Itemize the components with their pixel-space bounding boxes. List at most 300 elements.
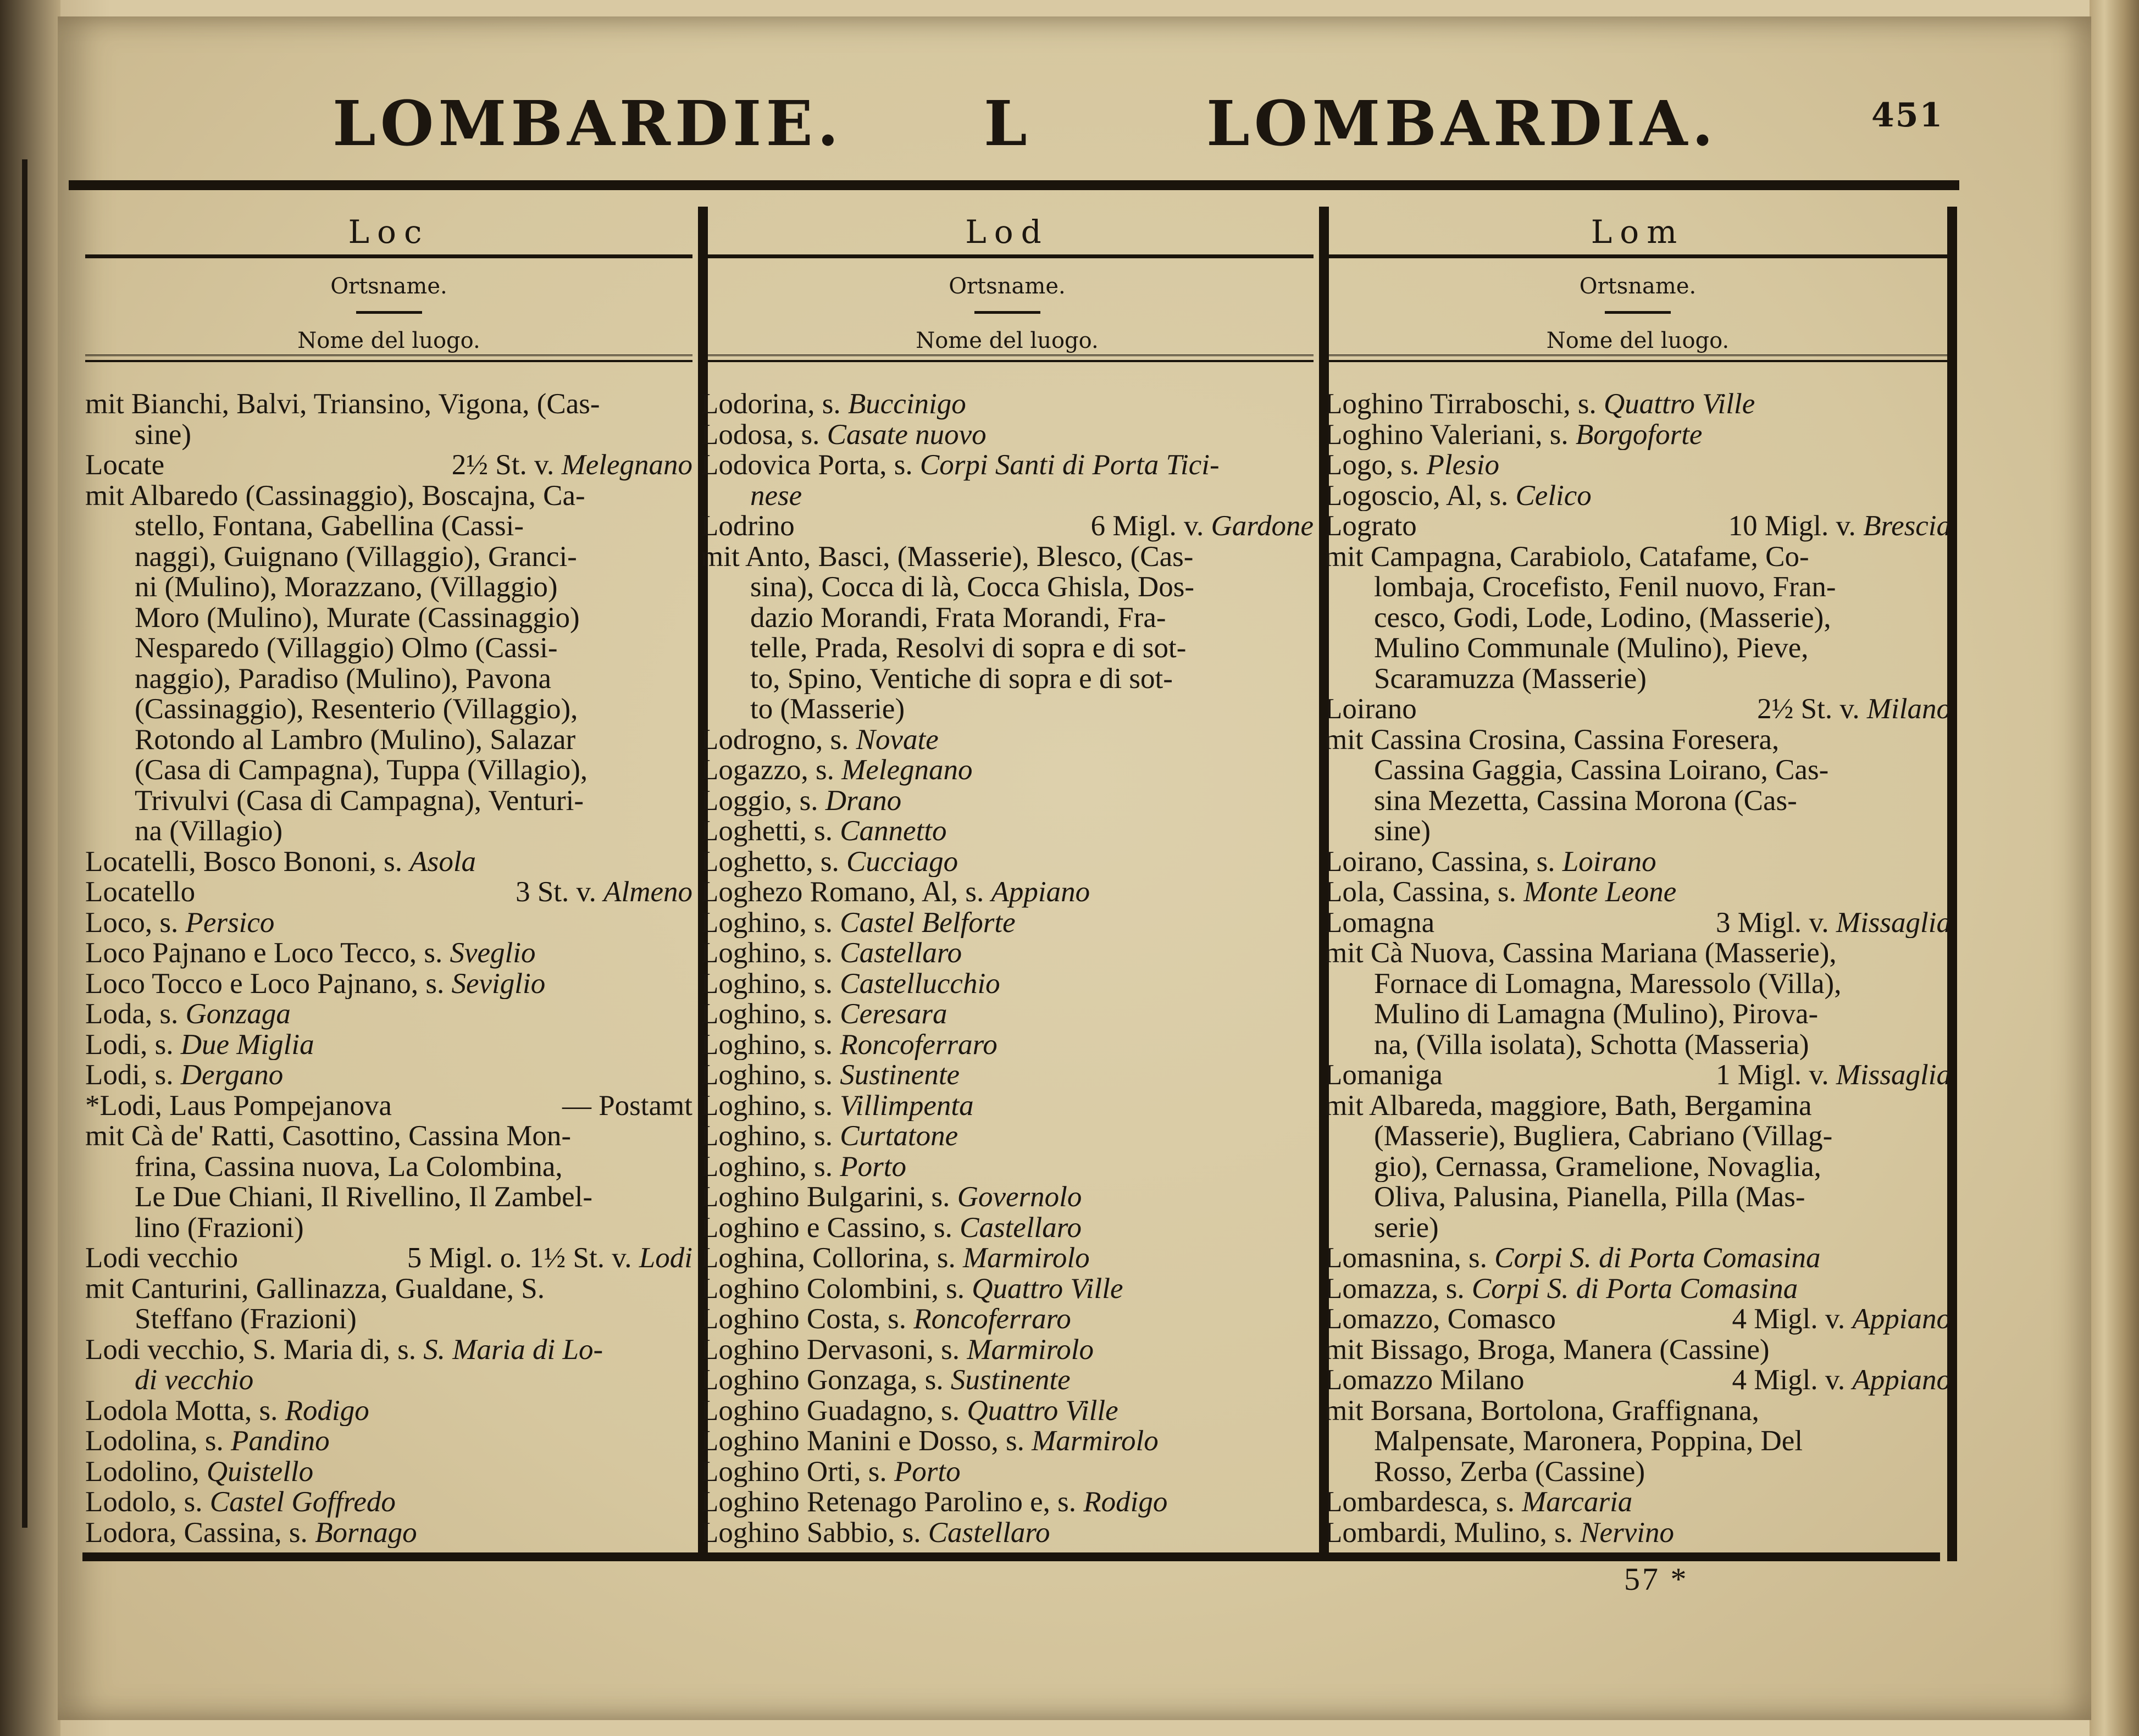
entry-text: Le Due Chiani, Il Rivellino, Il Zambel- bbox=[135, 1182, 593, 1213]
entry-line bbox=[85, 999, 692, 1030]
entry-reference: nese bbox=[750, 480, 802, 511]
entry-reference: di vecchio bbox=[135, 1365, 254, 1396]
entry-reference: Novate bbox=[856, 724, 939, 755]
entry-line bbox=[701, 1426, 1314, 1457]
entry-line bbox=[701, 450, 1314, 481]
distance-place: Almeno bbox=[603, 877, 692, 908]
entry-text: Lomazza, s. bbox=[1325, 1273, 1472, 1304]
entry-line bbox=[701, 1060, 1314, 1091]
entry-text: Steffano (Frazioni) bbox=[135, 1304, 357, 1335]
entry-text: sine) bbox=[1374, 816, 1431, 847]
entry-text: Loirano, Cassina, s. bbox=[1325, 846, 1562, 877]
entry-reference: Celico bbox=[1515, 480, 1592, 511]
distance-place: Lodi bbox=[639, 1243, 692, 1274]
entry-text: Mulino Communale (Mulino), Pieve, bbox=[1374, 633, 1809, 664]
running-header bbox=[58, 88, 2091, 170]
entry-line bbox=[85, 633, 692, 664]
entry-text: naggio), Paradiso (Mulino), Pavona bbox=[135, 663, 552, 694]
entry-reference: Sustinente bbox=[840, 1060, 960, 1091]
entry-line bbox=[1325, 816, 1951, 847]
distance-text: 3 Migl. v. bbox=[1716, 907, 1836, 938]
entry-distance bbox=[1716, 908, 1951, 939]
column-entries bbox=[85, 356, 692, 1548]
entry-line bbox=[1325, 572, 1951, 603]
column-entries bbox=[1325, 356, 1951, 1548]
entry-text: Malpensate, Maronera, Poppina, Del bbox=[1374, 1426, 1803, 1457]
entry-text: Loco Pajnano e Loco Tecco, s. bbox=[85, 938, 450, 969]
entry-text: Cassina Gaggia, Cassina Loirano, Cas- bbox=[1374, 755, 1829, 786]
entry-line bbox=[1325, 1396, 1951, 1427]
entry-line bbox=[701, 847, 1314, 878]
distance-text: 4 Migl. v. bbox=[1732, 1365, 1853, 1396]
entry-reference: Castel Belforte bbox=[840, 907, 1016, 938]
entry-line bbox=[1325, 389, 1951, 420]
entry-text: mit Borsana, Bortolona, Graffignana, bbox=[1325, 1395, 1759, 1426]
entry-reference: Appiano bbox=[991, 877, 1090, 908]
distance-text: — Postamt bbox=[562, 1090, 692, 1121]
entry-text: Loghino Gonzaga, s. bbox=[701, 1365, 951, 1396]
header-title-german: LOMBARDIE. bbox=[333, 88, 843, 160]
entry-line bbox=[85, 1457, 692, 1488]
distance-place: Missaglia bbox=[1836, 1060, 1951, 1091]
entry-reference: Rodigo bbox=[1083, 1487, 1168, 1518]
entry-line bbox=[85, 1396, 692, 1427]
entry-line bbox=[1325, 603, 1951, 634]
entry-text: Lodorina, s. bbox=[701, 389, 848, 420]
entry-text: Lomagna bbox=[1325, 907, 1435, 938]
entry-reference: Quistello bbox=[206, 1456, 314, 1487]
entry-text: Loghino, s. bbox=[701, 1121, 840, 1152]
distance-text: 3 St. v. bbox=[516, 877, 604, 908]
entry-text: cesco, Godi, Lode, Lodino, (Masserie), bbox=[1374, 602, 1831, 633]
entry-text: to, Spino, Ventiche di sopra e di sot- bbox=[750, 663, 1173, 694]
entry-reference: Quattro Ville bbox=[972, 1273, 1123, 1304]
entry-text: (Masserie), Bugliera, Cabriano (Villag- bbox=[1374, 1121, 1833, 1152]
page-fore-edge bbox=[2090, 0, 2139, 1736]
entry-text: stello, Fontana, Gabellina (Cassi- bbox=[135, 511, 524, 542]
entry-text: Lodolo, s. bbox=[85, 1487, 210, 1518]
distance-text: 2½ St. v. bbox=[1757, 694, 1867, 725]
entry-text: Loghino, s. bbox=[701, 968, 840, 999]
entry-text: Loghino, s. bbox=[701, 907, 840, 938]
entry-text: Lomasnina, s. bbox=[1325, 1243, 1495, 1274]
entry-line bbox=[85, 1091, 692, 1122]
distance-place: Gardone bbox=[1211, 511, 1314, 542]
entry-text: Lomazzo Milano bbox=[1325, 1365, 1525, 1396]
entry-line bbox=[85, 1274, 692, 1305]
entry-text: Rosso, Zerba (Cassine) bbox=[1374, 1456, 1645, 1487]
entry-line bbox=[701, 511, 1314, 542]
entry-text: lombaja, Crocefisto, Fenil nuovo, Fran- bbox=[1374, 572, 1836, 603]
entry-line bbox=[701, 603, 1314, 634]
entry-line bbox=[85, 847, 692, 878]
entry-text: Loghino Sabbio, s. bbox=[701, 1517, 928, 1548]
entry-distance bbox=[1091, 511, 1314, 542]
distance-place: Brescia bbox=[1863, 511, 1951, 542]
distance-place: Milano bbox=[1866, 694, 1951, 725]
entry-text: Loghino Costa, s. bbox=[701, 1304, 914, 1335]
entry-line bbox=[701, 1182, 1314, 1213]
entry-text: Loghino e Cassino, s. bbox=[701, 1212, 960, 1243]
entry-text: dazio Morandi, Frata Morandi, Fra- bbox=[750, 602, 1166, 633]
entry-line bbox=[1325, 847, 1951, 878]
entry-reference: Sveglio bbox=[450, 938, 536, 969]
entry-line bbox=[1325, 1213, 1951, 1244]
entry-reference: Castellaro bbox=[960, 1212, 1082, 1243]
entry-line bbox=[701, 816, 1314, 847]
book-page bbox=[58, 16, 2091, 1720]
entry-text: Lodi vecchio, S. Maria di, s. bbox=[85, 1334, 424, 1365]
entry-text: mit Anto, Basci, (Masserie), Blesco, (Cas- bbox=[701, 541, 1194, 572]
entry-reference: Castellaro bbox=[840, 938, 962, 969]
entry-reference: Corpi S. di Porta Comasina bbox=[1494, 1243, 1821, 1274]
entry-line bbox=[1325, 1243, 1951, 1274]
entry-text: *Lodi, Laus Pompejanova bbox=[85, 1090, 392, 1121]
entry-line bbox=[1325, 1121, 1951, 1152]
distance-place: Melegnano bbox=[561, 450, 692, 481]
entry-distance bbox=[1728, 511, 1951, 542]
entry-text: Loghino Valeriani, s. bbox=[1325, 419, 1576, 450]
entry-text: Loghino, s. bbox=[701, 938, 840, 969]
entry-line bbox=[701, 908, 1314, 939]
entry-reference: Monte Leone bbox=[1523, 877, 1677, 908]
entry-text: Loghino Retenago Parolino e, s. bbox=[701, 1487, 1084, 1518]
entry-text: Locatello bbox=[85, 877, 196, 908]
previous-page-edge bbox=[0, 0, 60, 1736]
entry-text: Loda, s. bbox=[85, 999, 186, 1030]
header-letter: L bbox=[984, 88, 1032, 160]
table-bottom-rule bbox=[82, 1552, 1940, 1561]
entry-text: mit Bianchi, Balvi, Triansino, Vigona, (Cas- bbox=[85, 389, 600, 420]
entry-text: Lodolino, bbox=[85, 1456, 207, 1487]
entry-line bbox=[701, 1152, 1314, 1183]
entry-line bbox=[1325, 1152, 1951, 1183]
column-lom bbox=[1325, 207, 1951, 1561]
entry-line bbox=[1325, 1426, 1951, 1457]
entry-line bbox=[85, 603, 692, 634]
distance-place: Missaglia bbox=[1836, 907, 1951, 938]
entry-text: Locatelli, Bosco Bononi, s. bbox=[85, 846, 410, 877]
entry-line bbox=[1325, 999, 1951, 1030]
entry-reference: Porto bbox=[894, 1456, 961, 1487]
entry-text: lino (Frazioni) bbox=[135, 1212, 304, 1243]
entry-line bbox=[701, 1274, 1314, 1305]
entry-line bbox=[1325, 1487, 1951, 1518]
entry-text: mit Campagna, Carabiolo, Catafame, Co- bbox=[1325, 541, 1809, 572]
entry-line bbox=[701, 572, 1314, 603]
entry-text: Loghino, s. bbox=[701, 1029, 840, 1060]
entry-distance bbox=[1732, 1365, 1952, 1396]
entry-line bbox=[701, 938, 1314, 969]
entry-text: Loghino, s. bbox=[701, 1090, 840, 1121]
entry-text: mit Albareda, maggiore, Bath, Bergamina bbox=[1325, 1090, 1812, 1121]
subheading-dash bbox=[974, 311, 1040, 314]
entry-reference: Porto bbox=[840, 1151, 906, 1182]
entry-line bbox=[1325, 1518, 1951, 1549]
entry-line bbox=[701, 1457, 1314, 1488]
entry-reference: Marmirolo bbox=[1032, 1426, 1159, 1457]
entry-text: mit Bissago, Broga, Manera (Cassine) bbox=[1325, 1334, 1770, 1365]
entry-text: Loghino Colombini, s. bbox=[701, 1273, 972, 1304]
entry-line bbox=[701, 877, 1314, 908]
entry-line bbox=[1325, 450, 1951, 481]
entry-line bbox=[701, 1121, 1314, 1152]
entry-line bbox=[1325, 1457, 1951, 1488]
entry-line bbox=[701, 755, 1314, 786]
entry-distance bbox=[1732, 1304, 1952, 1335]
entry-line bbox=[1325, 938, 1951, 969]
entry-line bbox=[1325, 694, 1951, 725]
entry-line bbox=[85, 1182, 692, 1213]
distance-text: 4 Migl. v. bbox=[1732, 1304, 1853, 1335]
column-subheading bbox=[1325, 258, 1951, 356]
entry-reference: Governolo bbox=[957, 1182, 1082, 1213]
distance-text: 1 Migl. v. bbox=[1716, 1060, 1836, 1091]
entry-text: Lodrino bbox=[701, 511, 795, 542]
entry-text: Logo, s. bbox=[1325, 450, 1427, 481]
entry-text: Loco, s. bbox=[85, 907, 186, 938]
entry-text: to (Masserie) bbox=[750, 694, 905, 725]
entry-line bbox=[85, 1426, 692, 1457]
entry-reference: Cucciago bbox=[846, 846, 958, 877]
entry-text: Lomaniga bbox=[1325, 1060, 1443, 1091]
entry-reference: Dergano bbox=[180, 1060, 284, 1091]
entry-reference: Ceresara bbox=[840, 999, 947, 1030]
entry-text: Loghino, s. bbox=[701, 1151, 840, 1182]
entry-line bbox=[85, 1365, 692, 1396]
entry-text: Loghino Guadagno, s. bbox=[701, 1395, 967, 1426]
entry-text: Trivulvi (Casa di Campagna), Venturi- bbox=[135, 785, 584, 816]
entry-text: Lodosa, s. bbox=[701, 419, 827, 450]
entry-line bbox=[85, 1518, 692, 1549]
entry-line bbox=[85, 1487, 692, 1518]
entry-line bbox=[1325, 755, 1951, 786]
entry-line bbox=[701, 694, 1314, 725]
entry-reference: Marcaria bbox=[1522, 1487, 1633, 1518]
entry-reference: Plesio bbox=[1426, 450, 1499, 481]
entry-line bbox=[1325, 1060, 1951, 1091]
previous-page-rule bbox=[0, 159, 27, 1528]
entry-line bbox=[1325, 969, 1951, 1000]
entry-reference: Casate nuovo bbox=[827, 419, 987, 450]
entry-line bbox=[85, 420, 692, 451]
entry-text: Mulino di Lamagna (Mulino), Pirova- bbox=[1374, 999, 1819, 1030]
entry-text: Nesparedo (Villaggio) Olmo (Cassi- bbox=[135, 633, 558, 664]
entry-line bbox=[1325, 1182, 1951, 1213]
entry-line bbox=[85, 725, 692, 756]
entry-line bbox=[85, 694, 692, 725]
entry-distance bbox=[452, 450, 692, 481]
entry-reference: Castellaro bbox=[928, 1517, 1050, 1548]
entry-text: naggi), Guignano (Villaggio), Granci- bbox=[135, 541, 577, 572]
subheading-italian: Nome del luogo. bbox=[916, 328, 1099, 353]
entry-text: Loirano bbox=[1325, 694, 1417, 725]
entry-text: Loghetto, s. bbox=[701, 846, 846, 877]
column-heading: Lom bbox=[1325, 207, 1951, 258]
entry-line bbox=[1325, 420, 1951, 451]
entry-line bbox=[701, 1030, 1314, 1061]
entry-text: Loghino, s. bbox=[701, 1060, 840, 1091]
entry-reference: Asola bbox=[409, 846, 476, 877]
entry-text: (Casa di Campagna), Tuppa (Villagio), bbox=[135, 755, 588, 786]
distance-text: 5 Migl. o. 1½ St. v. bbox=[407, 1243, 639, 1274]
entry-line bbox=[85, 816, 692, 847]
entry-line bbox=[1325, 664, 1951, 695]
entry-line bbox=[85, 572, 692, 603]
entry-distance bbox=[562, 1091, 692, 1122]
entry-reference: Gonzaga bbox=[185, 999, 291, 1030]
gazetteer-table bbox=[69, 180, 1959, 1575]
entry-line bbox=[1325, 877, 1951, 908]
entry-text: Loghino Bulgarini, s. bbox=[701, 1182, 957, 1213]
entry-line bbox=[701, 999, 1314, 1030]
subheading-german: Ortsname. bbox=[949, 274, 1066, 299]
entry-text: sina), Cocca di là, Cocca Ghisla, Dos- bbox=[750, 572, 1195, 603]
entry-text: Loghino Dervasoni, s. bbox=[701, 1334, 967, 1365]
entry-line bbox=[1325, 1274, 1951, 1305]
entry-line bbox=[85, 1335, 692, 1366]
column-subheading bbox=[85, 258, 692, 356]
entry-text: mit Canturini, Gallinazza, Gualdane, S. bbox=[85, 1273, 545, 1304]
entry-line bbox=[701, 786, 1314, 817]
entry-line bbox=[85, 1030, 692, 1061]
entry-text: Locate bbox=[85, 450, 165, 481]
entry-text: Loghezo Romano, Al, s. bbox=[701, 877, 991, 908]
entry-line bbox=[85, 1121, 692, 1152]
entry-text: Moro (Mulino), Murate (Cassinaggio) bbox=[135, 602, 580, 633]
entry-line bbox=[85, 969, 692, 1000]
entry-line bbox=[85, 877, 692, 908]
entry-text: (Cassinaggio), Resenterio (Villaggio), bbox=[135, 694, 578, 725]
entry-line bbox=[85, 1243, 692, 1274]
entry-reference: Rodigo bbox=[285, 1395, 369, 1426]
entry-reference: Borgoforte bbox=[1575, 419, 1703, 450]
entry-distance bbox=[1716, 1060, 1951, 1091]
entry-line bbox=[1325, 725, 1951, 756]
distance-text: 6 Migl. v. bbox=[1090, 511, 1211, 542]
entry-reference: Roncoferraro bbox=[913, 1304, 1071, 1335]
entry-line bbox=[701, 969, 1314, 1000]
entry-reference: Loirano bbox=[1562, 846, 1656, 877]
entry-line bbox=[1325, 1304, 1951, 1335]
entry-text: Lola, Cassina, s. bbox=[1325, 877, 1524, 908]
entry-text: Loghino Tirraboschi, s. bbox=[1325, 389, 1604, 420]
entry-reference: Buccinigo bbox=[847, 389, 966, 420]
entry-line bbox=[85, 481, 692, 512]
entry-text: Loco Tocco e Loco Pajnano, s. bbox=[85, 968, 452, 999]
entry-line bbox=[85, 1213, 692, 1244]
entry-line bbox=[701, 481, 1314, 512]
entry-text: na (Villagio) bbox=[135, 816, 283, 847]
entry-reference: Persico bbox=[185, 907, 275, 938]
entry-line bbox=[85, 938, 692, 969]
entry-reference: Melegnano bbox=[841, 755, 973, 786]
entry-reference: Seviglio bbox=[451, 968, 546, 999]
entry-line bbox=[701, 725, 1314, 756]
entry-text: Lomazzo, Comasco bbox=[1325, 1304, 1556, 1335]
entry-text: Logazzo, s. bbox=[701, 755, 842, 786]
entry-text: Lodrogno, s. bbox=[701, 724, 856, 755]
entry-line bbox=[701, 1487, 1314, 1518]
entry-reference: Nervino bbox=[1580, 1517, 1674, 1548]
entry-text: sine) bbox=[135, 419, 192, 450]
entry-line bbox=[85, 542, 692, 573]
printer-signature: 57 * bbox=[1624, 1561, 1689, 1597]
entry-line bbox=[85, 786, 692, 817]
entry-reference: Corpi Santi di Porta Tici- bbox=[919, 450, 1220, 481]
entry-reference: Roncoferraro bbox=[840, 1029, 998, 1060]
entry-line bbox=[1325, 1030, 1951, 1061]
entry-text: Loghino Orti, s. bbox=[701, 1456, 894, 1487]
entry-line bbox=[85, 511, 692, 542]
column-lod bbox=[701, 207, 1314, 1561]
entry-reference: Cannetto bbox=[840, 816, 947, 847]
entry-reference: Castellucchio bbox=[840, 968, 1000, 999]
entry-text: mit Cà Nuova, Cassina Mariana (Masserie), bbox=[1325, 938, 1837, 969]
entry-reference: S. Maria di Lo- bbox=[423, 1334, 603, 1365]
entry-line bbox=[701, 1335, 1314, 1366]
entry-text: Fornace di Lomagna, Maressolo (Villa), bbox=[1374, 968, 1842, 999]
entry-text: Lombardesca, s. bbox=[1325, 1487, 1522, 1518]
entry-text: mit Cassina Crosina, Cassina Foresera, bbox=[1325, 724, 1780, 755]
entry-text: Rotondo al Lambro (Mulino), Salazar bbox=[135, 724, 576, 755]
entry-text: Logoscio, Al, s. bbox=[1325, 480, 1516, 511]
entry-line bbox=[85, 450, 692, 481]
subheading-german: Ortsname. bbox=[1579, 274, 1697, 299]
entry-text: sina Mezetta, Cassina Morona (Cas- bbox=[1374, 785, 1797, 816]
entry-line bbox=[701, 1396, 1314, 1427]
entry-text: serie) bbox=[1374, 1212, 1439, 1243]
entry-text: Lombardi, Mulino, s. bbox=[1325, 1517, 1581, 1548]
entry-text: frina, Cassina nuova, La Colombina, bbox=[135, 1151, 563, 1182]
subheading-dash bbox=[356, 311, 422, 314]
entry-line bbox=[1325, 908, 1951, 939]
subheading-dash bbox=[1605, 311, 1671, 314]
column-heading: Lod bbox=[701, 207, 1314, 258]
entry-line bbox=[85, 1152, 692, 1183]
entry-text: Lodovica Porta, s. bbox=[701, 450, 920, 481]
entry-line bbox=[85, 755, 692, 786]
column-heading: Loc bbox=[85, 207, 692, 258]
entry-line bbox=[701, 542, 1314, 573]
entry-text: Lodi vecchio bbox=[85, 1243, 239, 1274]
entry-line bbox=[701, 1091, 1314, 1122]
entry-line bbox=[85, 908, 692, 939]
entry-text: Loggio, s. bbox=[701, 785, 825, 816]
distance-place: Appiano bbox=[1852, 1365, 1951, 1396]
column-loc bbox=[85, 207, 692, 1561]
entry-line bbox=[85, 1060, 692, 1091]
distance-text: 10 Migl. v. bbox=[1728, 511, 1864, 542]
entry-distance bbox=[516, 877, 692, 908]
entry-reference: Due Miglia bbox=[180, 1029, 314, 1060]
entry-line bbox=[1325, 542, 1951, 573]
entry-reference: Castel Goffredo bbox=[209, 1487, 396, 1518]
entry-line bbox=[1325, 481, 1951, 512]
entry-text: Lodi, s. bbox=[85, 1060, 181, 1091]
entry-reference: Villimpenta bbox=[840, 1090, 974, 1121]
entry-distance bbox=[407, 1243, 692, 1274]
header-title-italian: LOMBARDIA. bbox=[1206, 88, 1718, 160]
distance-place: Appiano bbox=[1852, 1304, 1951, 1335]
entry-text: telle, Prada, Resolvi di sopra e di sot- bbox=[750, 633, 1187, 664]
entry-text: mit Cà de' Ratti, Casottino, Cassina Mon- bbox=[85, 1121, 571, 1152]
entry-line bbox=[85, 1304, 692, 1335]
entry-reference: Bornago bbox=[315, 1517, 417, 1548]
entry-line bbox=[1325, 1365, 1951, 1396]
entry-text: Lodola Motta, s. bbox=[85, 1395, 285, 1426]
subheading-german: Ortsname. bbox=[330, 274, 447, 299]
